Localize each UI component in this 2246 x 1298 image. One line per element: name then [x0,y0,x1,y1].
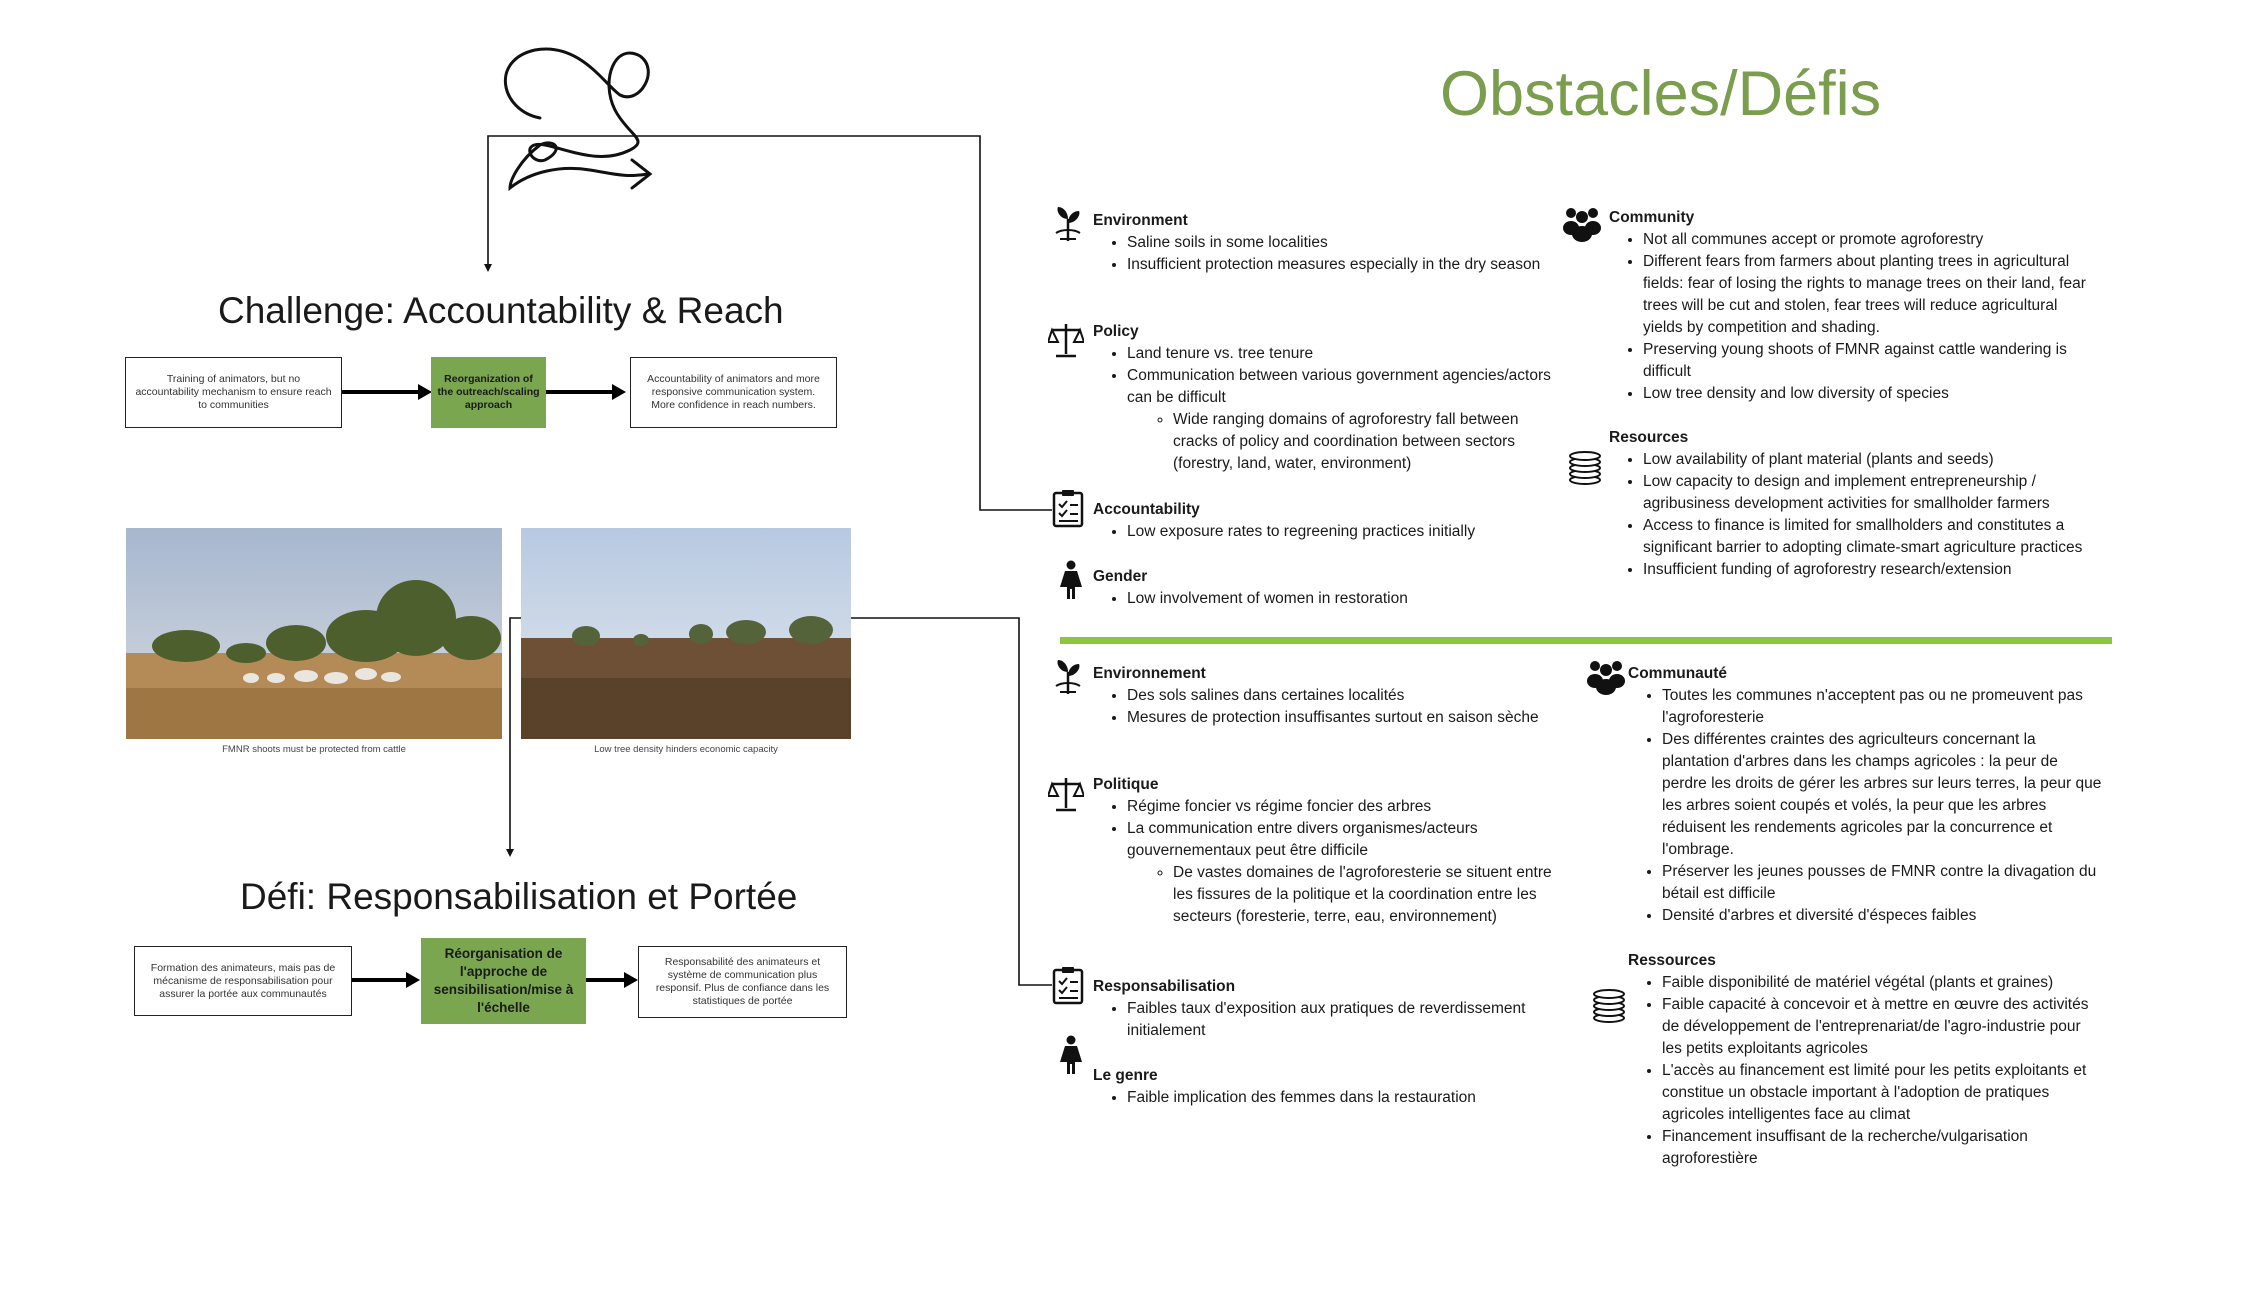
photo-caption-cattle: FMNR shoots must be protected from cattle [222,744,406,755]
list-item: • Faible capacité à concevoir et à mettre en œuvre des activités de développement de l'entreprenariat/de l'agro-industrie pour les petits exploitants agricoles [1662,994,2104,1060]
section-accountability-en [1093,499,1553,543]
list-item: • Densité d'arbres et diversité d'éspeces faibles [1662,905,2104,927]
after-box-en: Accountability of animators and more responsive communication system. More confidence in reach numbers. [630,357,837,428]
before-box-fr: Formation des animateurs, mais pas de mécanisme de responsabilisation pour assurer la portée aux communautés [134,946,352,1016]
clipboard-checklist-icon [1050,488,1086,528]
list-item: • Faible disponibilité de matériel végétal (plants et graines) [1662,972,2104,994]
list-item: • Low availability of plant material (plants and seeds) [1643,449,2099,471]
coin-stack-icon [1590,984,1628,1024]
section-heading: Gender [1093,568,1148,585]
section-heading: Le genre [1093,1067,1158,1084]
plant-icon [1050,656,1086,696]
section-heading: Policy [1093,323,1139,340]
people-group-icon [1586,656,1626,696]
action-box-en: Reorganization of the outreach/scaling approach [431,357,546,428]
woman-icon [1056,1035,1086,1075]
section-divider [1060,637,2112,644]
list-item: • Not all communes accept or promote agroforestry [1643,229,2089,251]
clipboard-checklist-icon [1050,965,1086,1005]
list-item: • Toutes les communes n'acceptent pas ou ne promeuvent pas l'agroforesterie [1662,685,2104,729]
coin-stack-icon [1566,446,1604,486]
section-gender-en [1093,566,1553,610]
list-item: • Faible implication des femmes dans la restauration [1127,1087,1553,1109]
section-heading: Resources [1609,429,1689,446]
after-box-fr: Responsabilité des animateurs et système de communication plus responsif. Plus de confiance dans les statistiques de portée [638,946,847,1018]
section-heading: Environment [1093,212,1188,229]
section-accountability-fr [1093,976,1563,1042]
section-resources-en [1609,427,2099,581]
list-item: • La communication entre divers organismes/acteurs gouvernementaux peut être difficile [1127,818,1553,862]
list-item: • Communication between various government agencies/actors can be difficult [1127,365,1553,409]
list-item: • Different fears from farmers about planting trees in agricultural fields: fear of losing the rights to manage trees on their land, fear trees will be cut and stolen, fear trees will reduce agricultural yields by competition and shading. [1643,251,2089,339]
list-item: • Low exposure rates to regreening practices initially [1127,521,1553,543]
list-item: • Mesures de protection insuffisantes surtout en saison sèche [1127,707,1563,729]
scales-icon [1048,320,1084,360]
page-title: Obstacles/Défis [1440,59,1882,129]
section-resources-fr [1628,950,2104,1170]
section-environment-fr [1093,663,1563,729]
list-item: • Preserving young shoots of FMNR against cattle wandering is difficult [1643,339,2089,383]
list-item: • L'accès au financement est limité pour les petits exploitants et constitue un obstacle important à l'adoption de pratiques agricoles intelligentes face au climat [1662,1060,2104,1126]
list-item: • Saline soils in some localities [1127,232,1553,254]
list-item: • Low capacity to design and implement entrepreneurship / agribusiness development activities for smallholder farmers [1643,471,2099,515]
section-gender-fr [1093,1065,1553,1109]
photo-caption-low-density: Low tree density hinders economic capacity [594,744,778,755]
section-community-en [1609,207,2089,405]
section-heading: Community [1609,209,1695,226]
section-heading: Politique [1093,776,1159,793]
section-policy-fr [1093,774,1553,928]
photo-cattle [126,528,502,739]
section-heading: Ressources [1628,952,1716,969]
woman-icon [1056,560,1086,600]
action-box-fr: Réorganisation de l'approche de sensibilisation/mise à l'échelle [421,938,586,1024]
list-item: • Access to finance is limited for smallholders and constitutes a significant barrier to adopting climate-smart agriculture practices [1643,515,2099,559]
list-item: • Des sols salines dans certaines localités [1127,685,1563,707]
list-item: • Land tenure vs. tree tenure [1127,343,1553,365]
section-heading: Accountability [1093,501,1200,518]
challenge-heading-fr: Défi: Responsabilisation et Portée [240,876,798,917]
list-item: • Financement insuffisant de la recherche/vulgarisation agroforestière [1662,1126,2104,1170]
section-heading: Responsabilisation [1093,978,1236,995]
people-group-icon [1562,203,1602,243]
list-item: • Low involvement of women in restoration [1127,588,1553,610]
list-item: • Des différentes craintes des agriculteurs concernant la plantation d'arbres dans les champs agricoles : la peur de perdre les droits de gérer les arbres sur leurs terres, la peur que les arbres soient coupés et volés, la peur que les arbres réduisent les rendements agricoles par la concurrence et l'ombrage. [1662,729,2104,861]
list-item: • Régime foncier vs régime foncier des arbres [1127,796,1553,818]
challenge-heading-en: Challenge: Accountability & Reach [218,290,784,331]
list-item: ◦ De vastes domaines de l'agroforesterie se situent entre les fissures de la politique et la coordination entre les secteurs (foresterie, terre, eau, environnement) [1173,862,1553,928]
scales-icon [1048,774,1084,814]
section-community-fr [1628,663,2104,927]
section-environment-en [1093,210,1553,276]
section-heading: Environnement [1093,665,1206,682]
before-box-en: Training of animators, but no accountability mechanism to ensure reach to communities [125,357,342,428]
plant-icon [1050,203,1086,243]
section-heading: Communauté [1628,665,1728,682]
list-item: • Low tree density and low diversity of species [1643,383,2089,405]
list-item: • Insufficient protection measures especially in the dry season [1127,254,1553,276]
section-policy-en [1093,321,1553,475]
photo-low-density [521,528,851,739]
list-item: • Préserver les jeunes pousses de FMNR contre la divagation du bétail est difficile [1662,861,2104,905]
list-item: • Insufficient funding of agroforestry research/extension [1643,559,2099,581]
squiggle-arrow-icon [505,49,650,188]
list-item: • Faibles taux d'exposition aux pratiques de reverdissement initialement [1127,998,1563,1042]
list-item: ◦ Wide ranging domains of agroforestry fall between cracks of policy and coordination between sectors (forestry, land, water, environment) [1173,409,1553,475]
